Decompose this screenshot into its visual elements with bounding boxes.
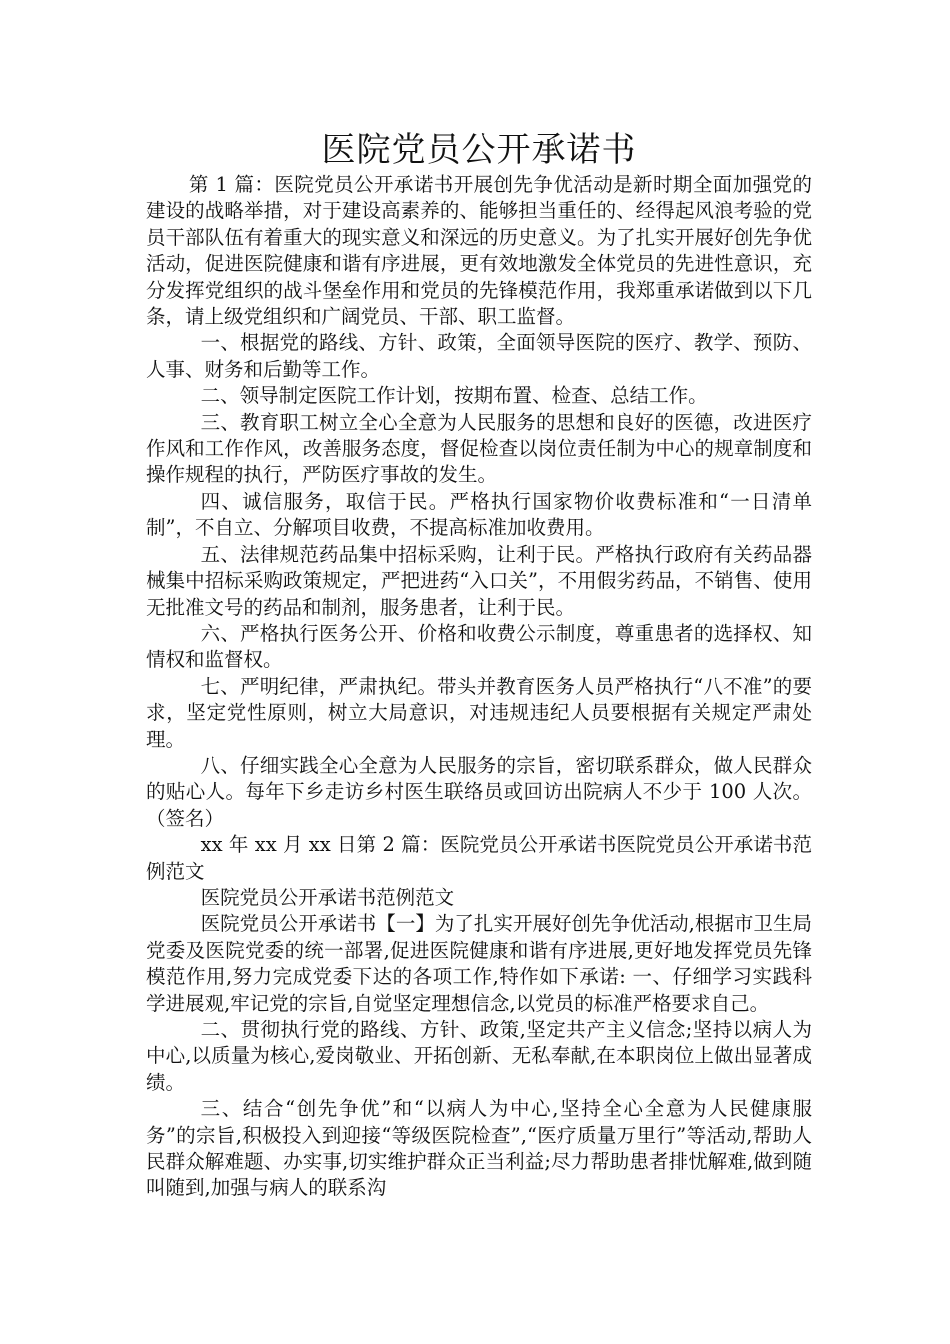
paragraph-item-3: 三、教育职工树立全心全意为人民服务的思想和良好的医德，改进医疗作风和工作作风，改善服务态度，督促检查以岗位责任制为中心的规章制度和操作规程的执行，严防医疗事故的发生。 (146, 410, 812, 487)
paragraph-item-1: 一、根据党的路线、方针、政策，全面领导医院的医疗、教学、预防、人事、财务和后勤等工作。 (146, 331, 812, 381)
paragraph-item-7: 七、严明纪律，严肃执纪。带头并教育医务人员严格执行“八不准”的要求，坚定党性原则，树立大局意识，对违规违纪人员要根据有关规定严肃处理。 (146, 674, 812, 751)
paragraph-item-4: 四、诚信服务，取信于民。严格执行国家物价收费标准和“一日清单制”，不自立、分解项目收费，不提高标准加收费用。 (146, 489, 812, 540)
paragraph-part-2-item-2: 二、贯彻执行党的路线、方针、政策,坚定共产主义信念;坚持以病人为中心,以质量为核心,爱岗敬业、开拓创新、无私奉献,在本职岗位上做出显著成绩。 (146, 1018, 812, 1094)
paragraph-part-2-item-3: 三、结合“创先争优”和“以病人为中心,坚持全心全意为人民健康服务”的宗旨,积极投入到迎接“等级医院检查”,“医疗质量万里行”等活动,帮助人民群众解难题、办实事,切实维护群众正当利益;尽力帮助患者排忧解难,做到随叫随到,加强与病人的联系沟 (146, 1097, 812, 1200)
paragraph-item-2: 二、领导制定医院工作计划，按期布置、检查、总结工作。 (200, 384, 708, 408)
paragraph-item-8: 八、仔细实践全心全意为人民服务的宗旨，密切联系群众，做人民群众的贴心人。每年下乡走访乡村医生联络员或回访出院病人不少于 100 人次。 （签名） (146, 753, 812, 830)
paragraph-date-part-2: xx 年 xx 月 xx 日第 2 篇：医院党员公开承诺书医院党员公开承诺书范例范文 (146, 833, 812, 883)
paragraph-part-2-intro: 医院党员公开承诺书【一】为了扎实开展好创先争优活动,根据市卫生局党委及医院党委的统一部署,促进医院健康和谐有序进展,更好地发挥党员先锋模范作用,努力完成党委下达的各项工作,特作如下承诺: 一、仔细学习实践科学进展观,牢记党的宗旨,自觉坚定理想信念,以党员的标准严格要求自己。 (146, 912, 812, 1015)
paragraph-item-5: 五、法律规范药品集中招标采购，让利于民。严格执行政府有关药品器械集中招标采购政策规定，严把进药“入口关”，不用假劣药品，不销售、使用无批准文号的药品和制剂，服务患者，让利于民。 (146, 542, 812, 619)
paragraph-item-6: 六、严格执行医务公开、价格和收费公示制度，尊重患者的选择权、知情权和监督权。 (146, 621, 812, 672)
document-title: 医院党员公开承诺书 (321, 130, 637, 170)
document-page (146, 128, 812, 1202)
paragraph-intro: 第 1 篇：医院党员公开承诺书开展创先争优活动是新时期全面加强党的建设的战略举措，对于建设高素养的、能够担当重任的、经得起风浪考验的党员干部队伍有着重大的现实意义和深远的历史意义。为了扎实开展好创先争优活动，促进医院健康和谐有序进展，更有效地激发全体党员的先进性意识，充分发挥党组织的战斗堡垒作用和党员的先锋模范作用，我郑重承诺做到以下几条，请上级党组织和广阔党员、干部、职工监督。 (146, 173, 812, 329)
section-heading: 医院党员公开承诺书范例范文 (200, 885, 455, 909)
